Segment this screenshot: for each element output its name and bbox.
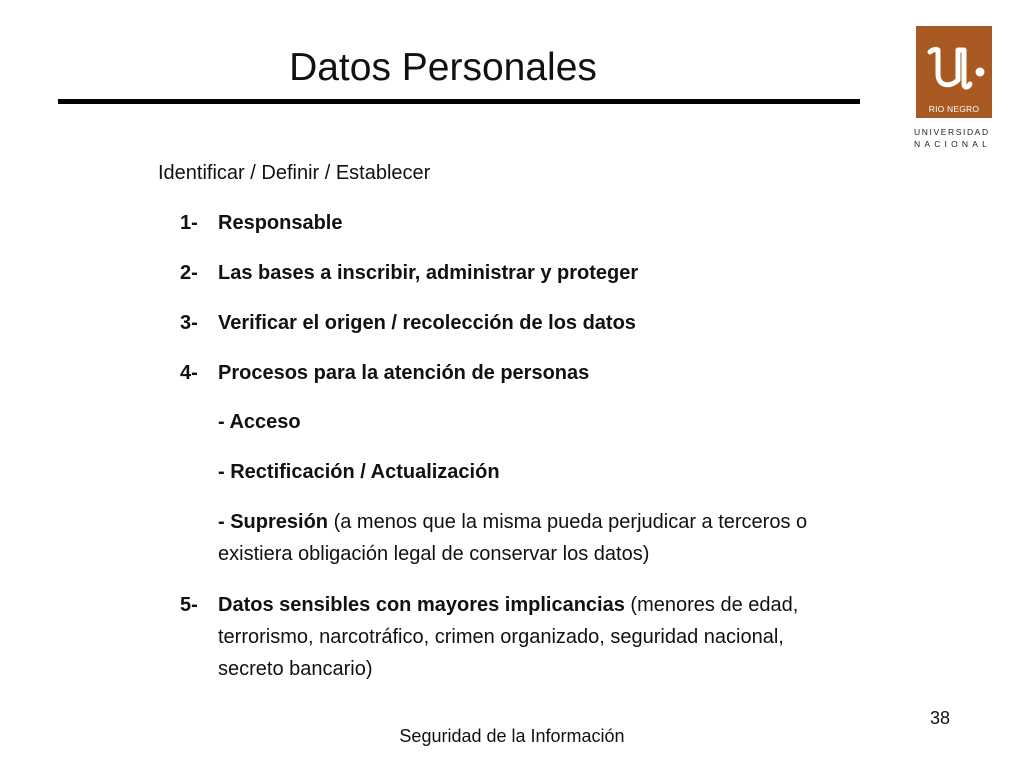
subitem-supresion-label: - Supresión (218, 511, 329, 533)
item-text: Verificar el origen / recolección de los datos (218, 312, 636, 334)
item-number: 4- (180, 362, 198, 384)
slide-title: Datos Personales (289, 46, 597, 89)
u-monogram-icon (916, 26, 992, 106)
item5-detail-line3: secreto bancario) (218, 658, 373, 680)
item5-line3 (218, 653, 373, 685)
subitem-supresion-continued (218, 538, 649, 570)
item5-line1 (218, 589, 798, 621)
title-underline (58, 99, 860, 104)
footer-text: Seguridad de la Información (399, 726, 625, 746)
subitem-acceso (218, 406, 301, 438)
subitem-rectificacion-text: - Rectificación / Actualización (218, 461, 500, 483)
university-line2: NACIONAL (914, 139, 992, 149)
item5-bold-text: Datos sensibles con mayores implicancias (218, 594, 625, 616)
item-number: 2- (180, 262, 198, 284)
item5-line2 (218, 621, 784, 653)
subitem-supresion-detail-line2: existiera obligación legal de conservar los datos) (218, 543, 650, 565)
item-number: 1- (180, 212, 198, 234)
subitem-supresion (218, 506, 807, 538)
item5-detail: (menores de edad, (624, 594, 799, 616)
page-number: 38 (930, 708, 951, 728)
logo-subtitle: RIO NEGRO (928, 104, 980, 114)
university-logo (916, 26, 992, 118)
item5-detail-line2: terrorismo, narcotráfico, crimen organizado, seguridad nacional, (218, 626, 784, 648)
item-text: Las bases a inscribir, administrar y proteger (218, 262, 639, 284)
subitem-supresion-detail: (a menos que la misma pueda perjudicar a terceros o (328, 511, 808, 533)
item-text: Responsable (218, 212, 343, 234)
subitem-rectificacion (218, 456, 500, 488)
subitem-acceso-text: - Acceso (218, 411, 301, 433)
item-number: 5- (180, 594, 198, 616)
university-name (914, 126, 996, 150)
university-line1: UNIVERSIDAD (914, 127, 990, 137)
intro-text: Identificar / Definir / Establecer (158, 162, 431, 184)
item-number: 3- (180, 312, 198, 334)
item-text: Procesos para la atención de personas (218, 362, 590, 384)
